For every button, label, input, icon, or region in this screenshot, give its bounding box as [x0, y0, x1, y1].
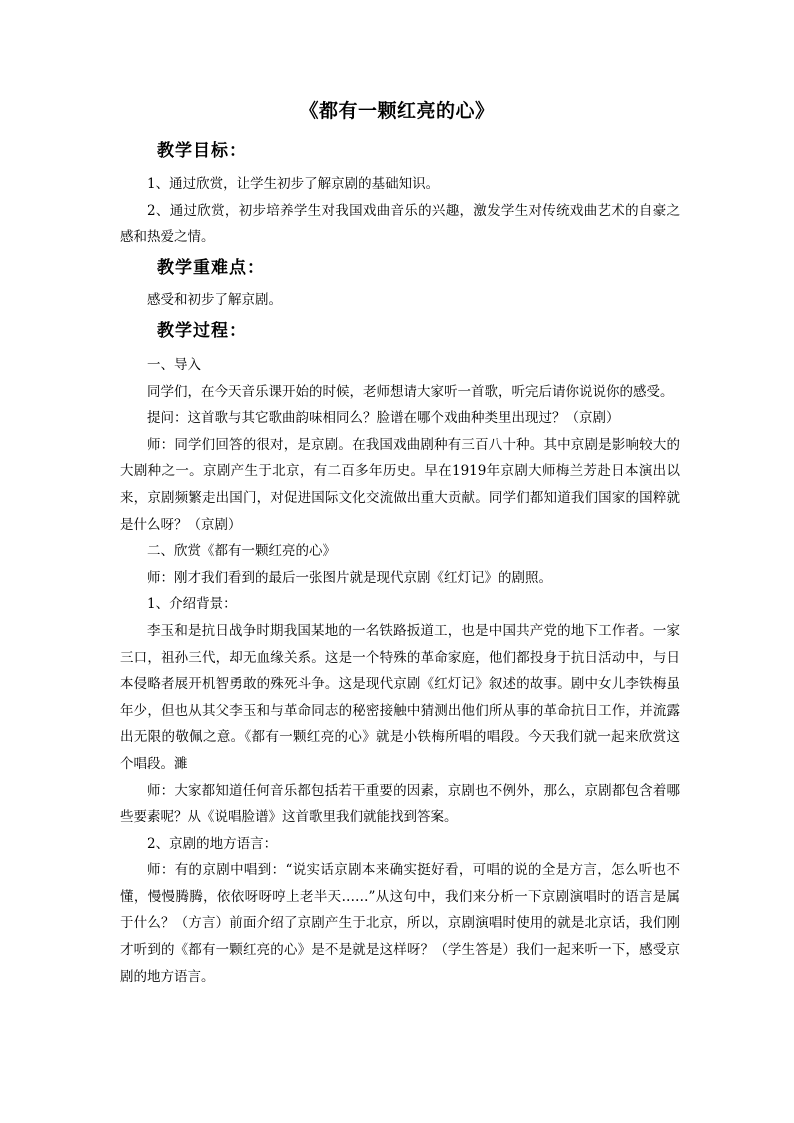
heading-key-points: 教学重难点： — [157, 258, 265, 278]
goals-list — [120, 171, 680, 251]
process-section-heading: 一、导入 — [147, 357, 201, 373]
process-paragraph: 师：有的京剧中唱到：“说实话京剧本来确实挺好看，可唱的说的全是方言，怎么听也不懂，慢慢腾腾，依依呀呀哼上老半天……”从这句中，我们来分析一下京剧演唱时的语言是属于什么？（方言）前面介绍了京剧产生于北京，所以，京剧演唱时使用的就是北京话，我们刚才听到的《都有一颗红亮的心》是不是就是这样呀？（学生答是）我们一起来听一下，感受京剧的地方语言。 — [120, 862, 680, 985]
goal-item: 2、通过欣赏，初步培养学生对我国戏曲音乐的兴趣，激发学生对传统戏曲艺术的自豪之感和热爱之情。 — [120, 202, 680, 246]
key-points-list — [120, 287, 680, 314]
heading-teaching-process: 教学过程： — [157, 321, 247, 341]
document-title: 《都有一颗红亮的心》 — [299, 100, 495, 122]
process-paragraph: 同学们，在今天音乐课开始的时候，老师想请大家听一首歌，听完后请你说说你的感受。 — [147, 383, 674, 400]
heading-teaching-goals: 教学目标： — [157, 141, 247, 161]
goal-item: 1、通过欣赏，让学生初步了解京剧的基础知识。 — [147, 176, 440, 192]
key-point-item: 感受和初步了解京剧。 — [147, 292, 282, 308]
process-paragraph: 师：同学们回答的很对，是京剧。在我国戏曲剧种有三百八十种。其中京剧是影响较大的大剧种之一。京剧产生于北京，有二百多年历史。早在1919年京剧大师梅兰芳赴日本演出以来，京剧频繁走出国门，对促进国际文化交流做出重大贡献。同学们都知道我们国家的国粹就是什么呀？（京剧） — [120, 436, 680, 533]
process-subheading: 1、介绍背景： — [147, 596, 237, 613]
process-paragraph: 提问：这首歌与其它歌曲韵味相同么？脸谱在哪个戏曲种类里出现过？（京剧） — [147, 410, 620, 427]
process-section-heading: 二、欣赏《都有一颗红亮的心》 — [147, 543, 336, 560]
process-content — [120, 352, 680, 990]
process-paragraph: 师：大家都知道任何音乐都包括若干重要的因素，京剧也不例外，那么，京剧都包含着哪些要素呢？从《说唱脸谱》这首歌里我们就能找到答案。 — [120, 782, 680, 826]
process-subheading: 2、京剧的地方语言： — [147, 835, 278, 852]
process-paragraph: 师：刚才我们看到的最后一张图片就是现代京剧《红灯记》的剧照。 — [147, 569, 552, 586]
process-paragraph: 李玉和是抗日战争时期我国某地的一名铁路扳道工，也是中国共产党的地下工作者。一家三口，祖孙三代，却无血缘关系。这是一个特殊的革命家庭，他们都投身于抗日活动中，与日本侵略者展开机智勇敢的殊死斗争。这是现代京剧《红灯记》叙述的故事。剧中女儿李铁梅虽年少，但也从其父李玉和与革命同志的秘密接触中猜测出他们所从事的革命抗日工作，并流露出无限的敬佩之意。《都有一颗红亮的心》就是小铁梅所唱的唱段。今天我们就一起来欣赏这个唱段。濉 — [120, 622, 680, 772]
